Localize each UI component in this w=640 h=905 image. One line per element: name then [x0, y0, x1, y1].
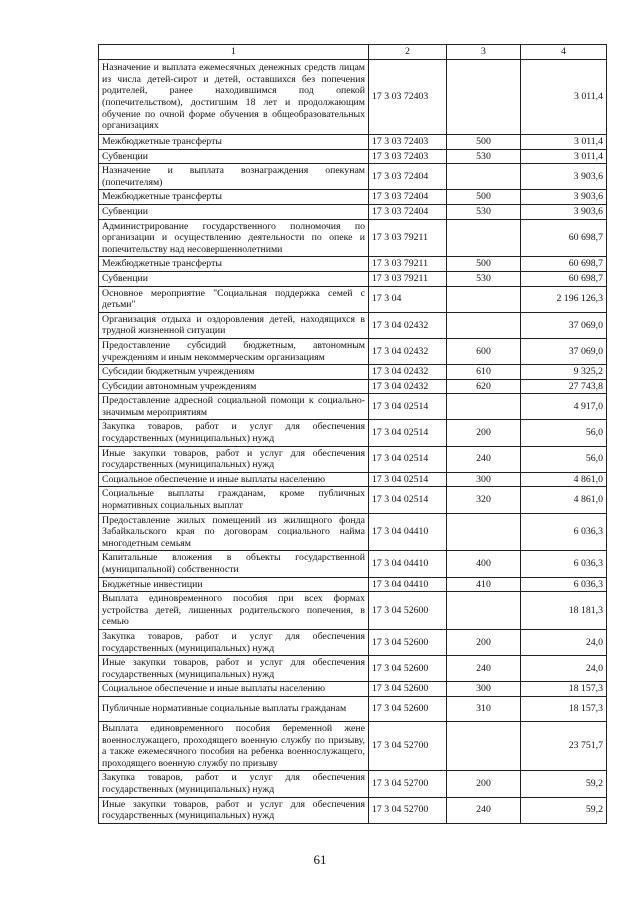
row-name-cell: Субвенции — [99, 271, 369, 286]
row-name-cell: Субсидии бюджетным учреждениям — [99, 365, 369, 380]
row-name-cell: Иные закупки товаров, работ и услуг для обеспечения государственных (муниципальных) нужд — [99, 446, 369, 472]
row-code-cell: 17 3 04 02514 — [369, 446, 447, 472]
table-body — [99, 60, 607, 824]
table-row — [99, 797, 607, 823]
table-row — [99, 60, 607, 135]
row-type-cell — [447, 312, 521, 338]
row-sum-cell: 24,0 — [521, 629, 607, 655]
row-code-cell: 17 3 04 02514 — [369, 472, 447, 487]
row-code-cell: 17 3 04 52600 — [369, 592, 447, 630]
row-name-cell: Закупка товаров, работ и услуг для обеспечения государственных (муниципальных) нужд — [99, 420, 369, 446]
row-sum-cell: 60 698,7 — [521, 219, 607, 257]
row-name-cell: Бюджетные инвестиции — [99, 577, 369, 592]
row-code-cell: 17 3 04 04410 — [369, 513, 447, 551]
table-row — [99, 379, 607, 394]
row-type-cell: 240 — [447, 656, 521, 682]
row-sum-cell: 4 861,0 — [521, 472, 607, 487]
row-code-cell: 17 3 04 02432 — [369, 312, 447, 338]
row-name-cell: Администрирование государственного полномочия по организации и осуществлению деятельности по опеке и попечительству над несовершеннолетними — [99, 219, 369, 257]
row-name-cell: Назначение и выплата вознаграждения опекунам (попечителям) — [99, 164, 369, 190]
row-type-cell: 240 — [447, 446, 521, 472]
row-code-cell: 17 3 04 02432 — [369, 379, 447, 394]
row-sum-cell: 3 903,6 — [521, 190, 607, 205]
row-code-cell: 17 3 04 02432 — [369, 365, 447, 380]
row-name-cell: Предоставление адресной социальной помощи к социально-значимым мероприятиям — [99, 394, 369, 420]
row-name-cell: Иные закупки товаров, работ и услуг для обеспечения государственных (муниципальных) нужд — [99, 656, 369, 682]
row-name-cell: Иные закупки товаров, работ и услуг для обеспечения государственных (муниципальных) нужд — [99, 797, 369, 823]
row-name-cell: Социальные выплаты гражданам, кроме публичных нормативных социальных выплат — [99, 487, 369, 513]
row-type-cell: 610 — [447, 365, 521, 380]
row-name-cell: Публичные нормативные социальные выплаты гражданам — [99, 696, 369, 721]
row-code-cell: 17 3 04 52700 — [369, 771, 447, 797]
row-code-cell: 17 3 04 02514 — [369, 487, 447, 513]
table-row — [99, 629, 607, 655]
row-code-cell: 17 3 03 72403 — [369, 135, 447, 150]
row-name-cell: Субвенции — [99, 149, 369, 164]
row-code-cell: 17 3 03 72403 — [369, 149, 447, 164]
row-sum-cell: 56,0 — [521, 446, 607, 472]
table-row — [99, 190, 607, 205]
table-row — [99, 312, 607, 338]
row-type-cell: 530 — [447, 149, 521, 164]
row-name-cell: Основное мероприятие "Социальная поддержка семей с детьми" — [99, 286, 369, 312]
row-type-cell: 620 — [447, 379, 521, 394]
row-code-cell: 17 3 04 52700 — [369, 797, 447, 823]
row-code-cell: 17 3 04 52600 — [369, 656, 447, 682]
row-sum-cell: 3 903,6 — [521, 204, 607, 219]
row-code-cell: 17 3 04 04410 — [369, 577, 447, 592]
row-type-cell — [447, 721, 521, 770]
row-type-cell — [447, 60, 521, 135]
row-sum-cell: 18 157,3 — [521, 696, 607, 721]
row-sum-cell: 2 196 126,3 — [521, 286, 607, 312]
row-type-cell: 400 — [447, 551, 521, 577]
page-number: 61 — [313, 852, 327, 867]
row-name-cell: Межбюджетные трансферты — [99, 190, 369, 205]
table-row — [99, 164, 607, 190]
table-row — [99, 204, 607, 219]
row-sum-cell: 3 011,4 — [521, 60, 607, 135]
table-row — [99, 219, 607, 257]
row-code-cell: 17 3 04 52700 — [369, 721, 447, 770]
column-header-1: 1 — [99, 45, 369, 60]
row-sum-cell: 23 751,7 — [521, 721, 607, 770]
row-name-cell: Капитальные вложения в объекты государственной (муниципальной) собственности — [99, 551, 369, 577]
row-type-cell: 500 — [447, 190, 521, 205]
row-code-cell: 17 3 03 72404 — [369, 164, 447, 190]
row-code-cell: 17 3 04 52600 — [369, 629, 447, 655]
table-row — [99, 682, 607, 697]
row-name-cell: Закупка товаров, работ и услуг для обеспечения государственных (муниципальных) нужд — [99, 629, 369, 655]
row-code-cell: 17 3 03 72404 — [369, 204, 447, 219]
row-code-cell: 17 3 03 72403 — [369, 60, 447, 135]
row-type-cell: 530 — [447, 204, 521, 219]
row-type-cell — [447, 219, 521, 257]
row-name-cell: Предоставление субсидий бюджетным, автономным учреждениям и иным некоммерческим организациям — [99, 338, 369, 364]
row-name-cell: Социальное обеспечение и иные выплаты населению — [99, 682, 369, 697]
row-code-cell: 17 3 04 52600 — [369, 682, 447, 697]
row-type-cell — [447, 513, 521, 551]
table-row — [99, 271, 607, 286]
table-row — [99, 420, 607, 446]
row-name-cell: Выплата единовременного пособия беременной жене военнослужащего, проходящего военную службу по призыву, а также ежемесячного пособия на ребенка военнослужащего, проходящего военную службу по призыву — [99, 721, 369, 770]
table-row — [99, 472, 607, 487]
table-row — [99, 394, 607, 420]
table-row — [99, 135, 607, 150]
row-code-cell: 17 3 04 02514 — [369, 420, 447, 446]
row-type-cell: 300 — [447, 472, 521, 487]
row-name-cell: Субсидии автономным учреждениям — [99, 379, 369, 394]
row-sum-cell: 6 036,3 — [521, 577, 607, 592]
row-sum-cell: 56,0 — [521, 420, 607, 446]
row-code-cell: 17 3 03 79211 — [369, 219, 447, 257]
row-sum-cell: 18 181,3 — [521, 592, 607, 630]
row-name-cell: Закупка товаров, работ и услуг для обеспечения государственных (муниципальных) нужд — [99, 771, 369, 797]
table-row — [99, 656, 607, 682]
row-type-cell: 200 — [447, 629, 521, 655]
row-sum-cell: 37 069,0 — [521, 338, 607, 364]
row-name-cell: Организация отдыха и оздоровления детей, находящихся в трудной жизненной ситуации — [99, 312, 369, 338]
row-type-cell: 600 — [447, 338, 521, 364]
row-code-cell: 17 3 04 04410 — [369, 551, 447, 577]
row-sum-cell: 60 698,7 — [521, 257, 607, 272]
row-type-cell — [447, 592, 521, 630]
table-row — [99, 446, 607, 472]
row-sum-cell: 6 036,3 — [521, 551, 607, 577]
table-row — [99, 257, 607, 272]
row-sum-cell: 24,0 — [521, 656, 607, 682]
table-row — [99, 487, 607, 513]
row-code-cell: 17 3 03 72404 — [369, 190, 447, 205]
table-row — [99, 721, 607, 770]
table-row — [99, 338, 607, 364]
row-name-cell: Предоставление жилых помещений из жилищного фонда Забайкальского края по договорам социального найма многодетным семьям — [99, 513, 369, 551]
row-type-cell: 200 — [447, 771, 521, 797]
row-name-cell: Социальное обеспечение и иные выплаты населению — [99, 472, 369, 487]
row-code-cell: 17 3 03 79211 — [369, 271, 447, 286]
row-type-cell: 500 — [447, 257, 521, 272]
row-type-cell — [447, 394, 521, 420]
row-name-cell: Выплата единовременного пособия при всех формах устройства детей, лишенных родительского попечения, в семью — [99, 592, 369, 630]
table-row — [99, 696, 607, 721]
row-type-cell: 500 — [447, 135, 521, 150]
row-name-cell: Межбюджетные трансферты — [99, 257, 369, 272]
table-row — [99, 577, 607, 592]
table-row — [99, 513, 607, 551]
row-sum-cell: 27 743,8 — [521, 379, 607, 394]
column-header-4: 4 — [521, 45, 607, 60]
row-code-cell: 17 3 04 02432 — [369, 338, 447, 364]
row-sum-cell: 9 325,2 — [521, 365, 607, 380]
row-sum-cell: 6 036,3 — [521, 513, 607, 551]
table-row — [99, 149, 607, 164]
row-name-cell: Назначение и выплата ежемесячных денежных средств лицам из числа детей-сирот и детей, оставшихся без попечения родителей, ранее находившимся под опекой (попечительством), достигшим 18 лет и продолжающим обучение по очной форме обучения в общеобразовательных организациях — [99, 60, 369, 135]
row-type-cell: 240 — [447, 797, 521, 823]
row-type-cell: 530 — [447, 271, 521, 286]
row-sum-cell: 4 917,0 — [521, 394, 607, 420]
row-sum-cell: 4 861,0 — [521, 487, 607, 513]
row-sum-cell: 59,2 — [521, 797, 607, 823]
budget-table — [98, 44, 607, 824]
column-header-3: 3 — [447, 45, 521, 60]
column-header-2: 2 — [369, 45, 447, 60]
row-code-cell: 17 3 04 52600 — [369, 696, 447, 721]
row-sum-cell: 59,2 — [521, 771, 607, 797]
table-row — [99, 365, 607, 380]
row-type-cell — [447, 164, 521, 190]
row-sum-cell: 3 903,6 — [521, 164, 607, 190]
row-code-cell: 17 3 04 02514 — [369, 394, 447, 420]
row-type-cell: 300 — [447, 682, 521, 697]
row-sum-cell: 37 069,0 — [521, 312, 607, 338]
row-sum-cell: 3 011,4 — [521, 135, 607, 150]
row-type-cell: 320 — [447, 487, 521, 513]
row-name-cell: Межбюджетные трансферты — [99, 135, 369, 150]
row-type-cell: 410 — [447, 577, 521, 592]
row-sum-cell: 18 157,3 — [521, 682, 607, 697]
table-row — [99, 286, 607, 312]
table-header-row — [99, 45, 607, 60]
row-type-cell — [447, 286, 521, 312]
table-row — [99, 551, 607, 577]
row-type-cell: 310 — [447, 696, 521, 721]
row-sum-cell: 60 698,7 — [521, 271, 607, 286]
row-code-cell: 17 3 03 79211 — [369, 257, 447, 272]
table-row — [99, 592, 607, 630]
table-row — [99, 771, 607, 797]
row-code-cell: 17 3 04 — [369, 286, 447, 312]
row-type-cell: 200 — [447, 420, 521, 446]
row-sum-cell: 3 011,4 — [521, 149, 607, 164]
row-name-cell: Субвенции — [99, 204, 369, 219]
